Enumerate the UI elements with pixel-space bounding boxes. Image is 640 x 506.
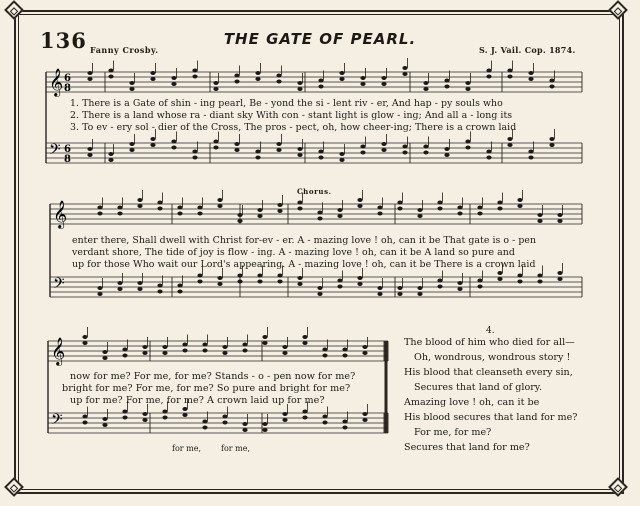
bass-clef-icon: 𝄢 [49,141,61,162]
note-head [397,207,402,211]
note-head [142,345,147,349]
note-head [82,421,87,425]
lyric-line: up for those Who wait our Lord's appearing. A - mazing love ! oh, can it be There is a crown laid [72,259,536,270]
note-head [342,348,347,352]
note-head [437,207,442,211]
note-head [318,79,323,83]
note-head [457,287,462,291]
author-credit: Fanny Crosby. [90,45,159,55]
lyric-line: 1. There is a Gate of shin - ing pearl, Be - yond the si - lent riv - er, And hap - py souls who [70,98,503,109]
note-head [197,280,202,284]
note-head [237,274,242,278]
note-head [262,341,267,345]
note-head [234,148,239,152]
note-head [257,214,262,218]
lyric-line: 3. To ev - ery sol - dier of the Cross, The pros - pect, oh, how cheer-ing; There is a crown laid [70,122,517,133]
note-head [322,415,327,419]
note-head [497,207,502,211]
note-head [82,415,87,419]
note-head [457,206,462,210]
note-head [222,415,227,419]
note-head [486,75,491,79]
lyric-line: verdant shore, The tide of joy is flow - ing. A - mazing love ! oh, can it be A land so pure and [72,247,515,258]
note-head [129,148,134,152]
note-head [549,85,554,89]
note-head [528,77,533,81]
note-head [317,217,322,221]
note-head [217,276,222,280]
note-head [282,418,287,422]
note-head [277,203,282,207]
note-head [437,279,442,283]
composer-credit: S. J. Vail. Cop. 1874. [479,45,576,55]
hymn-title: THE GATE OF PEARL. [223,30,417,48]
lyric-line: up for me? For me, for me? A crown laid up for me? [70,395,325,406]
note-head [297,201,302,205]
note-head [282,351,287,355]
note-head [276,80,281,84]
note-head [177,284,182,288]
treble-clef-icon: 𝄞 [53,200,68,228]
note-head [277,280,282,284]
note-head [192,150,197,154]
bass-lyric: for me, [221,444,251,453]
note-head [360,145,365,149]
note-head [465,140,470,144]
note-head [162,351,167,355]
note-head [217,282,222,286]
note-head [397,201,402,205]
note-head [486,69,491,73]
note-head [282,412,287,416]
note-head [171,140,176,144]
note-head [302,341,307,345]
note-head [162,345,167,349]
note-head [302,416,307,420]
note-head [318,85,323,89]
note-head [417,208,422,212]
note-head [297,207,302,211]
note-head [402,72,407,76]
note-head [339,71,344,75]
note-head [507,75,512,79]
note-head [202,349,207,353]
note-head [517,204,522,208]
note-head [182,343,187,347]
note-head [377,212,382,216]
note-head [222,345,227,349]
note-head [322,421,327,425]
note-head [213,140,218,144]
note-head [137,198,142,202]
note-head [150,143,155,147]
note-head [486,150,491,154]
note-head [242,349,247,353]
note-head [213,87,218,91]
note-head [297,153,302,157]
note-head [276,148,281,152]
note-head [417,214,422,218]
note-head [297,147,302,151]
note-head [362,345,367,349]
note-head [465,146,470,150]
note-head [381,82,386,86]
page-number: 136 [40,28,87,53]
note-head [397,286,402,290]
note-head [108,75,113,79]
note-head [528,71,533,75]
note-head [177,290,182,294]
note-head [337,214,342,218]
stanza-line: His blood secures that land for me? [404,412,578,423]
note-head [537,274,542,278]
note-head [297,87,302,91]
bass-lyric: for me, [172,444,202,453]
note-head [437,285,442,289]
note-head [122,416,127,420]
stanza-line: Secures that land of glory. [414,382,542,393]
note-head [417,292,422,296]
note-head [137,204,142,208]
note-head [402,145,407,149]
note-head [381,142,386,146]
note-head [537,280,542,284]
note-head [108,69,113,73]
note-head [197,212,202,216]
note-head [129,81,134,85]
note-head [302,410,307,414]
note-head [360,82,365,86]
note-head [444,147,449,151]
note-head [257,280,262,284]
note-head [157,290,162,294]
bass-clef-icon: 𝄢 [51,411,63,432]
note-head [262,335,267,339]
note-head [497,271,502,275]
note-head [255,71,260,75]
note-head [437,201,442,205]
note-head [537,213,542,217]
note-head [317,286,322,290]
stanza-line: Amazing love ! oh, can it be [404,397,540,408]
note-head [117,212,122,216]
note-head [117,281,122,285]
note-head [137,287,142,291]
note-head [318,150,323,154]
stanza-line: For me, for me? [414,427,492,438]
note-head [137,281,142,285]
note-head [117,206,122,210]
note-head [362,412,367,416]
note-head [97,286,102,290]
stanza-line: His blood that cleanseth every sin, [404,367,573,378]
note-head [255,77,260,81]
note-head [82,341,87,345]
note-head [381,76,386,80]
note-head [507,69,512,73]
note-head [257,208,262,212]
bass-clef-icon: 𝄢 [53,275,65,296]
note-head [122,354,127,358]
note-head [423,87,428,91]
note-head [277,274,282,278]
note-head [157,207,162,211]
note-head [465,87,470,91]
note-head [444,153,449,157]
note-head [317,292,322,296]
note-head [82,335,87,339]
note-head [557,213,562,217]
note-head [322,354,327,358]
note-head [477,285,482,289]
note-head [255,156,260,160]
note-head [122,410,127,414]
time-signature: 8 [64,154,71,165]
stanza-line: The blood of him who died for all— [404,337,575,348]
note-head [557,219,562,223]
note-head [402,66,407,70]
note-head [197,206,202,210]
note-head [317,211,322,215]
note-head [302,335,307,339]
note-head [417,286,422,290]
note-head [117,287,122,291]
note-head [357,282,362,286]
note-head [297,81,302,85]
note-head [242,422,247,426]
note-head [423,145,428,149]
note-head [237,213,242,217]
note-head [339,152,344,156]
note-head [202,343,207,347]
note-head [339,158,344,162]
note-head [213,81,218,85]
note-head [202,426,207,430]
note-head [549,143,554,147]
note-head [192,75,197,79]
note-head [142,418,147,422]
note-head [517,198,522,202]
note-head [234,142,239,146]
treble-clef-icon: 𝄞 [49,68,64,96]
lyric-line: bright for me? For me, for me? So pure and bright for me? [62,383,351,394]
note-head [150,77,155,81]
note-head [339,77,344,81]
note-head [497,201,502,205]
note-head [477,279,482,283]
note-head [423,81,428,85]
note-head [87,71,92,75]
time-signature: 8 [64,83,71,94]
note-head [444,85,449,89]
note-head [171,76,176,80]
note-head [150,137,155,141]
note-head [528,150,533,154]
note-head [517,274,522,278]
note-head [162,416,167,420]
note-head [102,423,107,427]
chorus-label: Chorus. [297,187,332,196]
note-head [465,81,470,85]
note-head [102,356,107,360]
note-head [360,76,365,80]
note-head [557,277,562,281]
note-head [129,142,134,146]
note-head [360,151,365,155]
note-head [150,71,155,75]
note-head [297,276,302,280]
note-head [377,286,382,290]
note-head [537,219,542,223]
note-head [282,345,287,349]
note-head [222,351,227,355]
note-head [242,343,247,347]
note-head [97,206,102,210]
note-head [277,209,282,213]
note-head [357,204,362,208]
note-head [87,153,92,157]
note-head [102,417,107,421]
note-head [177,206,182,210]
note-head [242,428,247,432]
note-head [108,158,113,162]
stanza-line: Oh, wondrous, wondrous story ! [414,352,571,363]
note-head [262,428,267,432]
note-head [362,351,367,355]
note-head [255,150,260,154]
note-head [362,418,367,422]
note-head [507,143,512,147]
time-signature: 6 [64,73,71,84]
note-head [557,271,562,275]
lyric-line: now for me? For me, for me? Stands - o - pen now for me? [70,371,356,382]
note-head [276,142,281,146]
note-head [549,137,554,141]
note-head [182,413,187,417]
note-head [377,292,382,296]
note-head [517,280,522,284]
note-head [457,281,462,285]
note-head [182,349,187,353]
note-head [497,277,502,281]
note-head [182,407,187,411]
time-signature: 6 [64,144,71,155]
note-head [171,82,176,86]
note-head [142,351,147,355]
lyric-line: 2. There is a land whose ra - diant sky With con - stant light is glow - ing; And all a - long its [70,110,513,121]
note-head [337,285,342,289]
note-head [477,206,482,210]
note-head [87,77,92,81]
note-head [397,292,402,296]
note-head [202,420,207,424]
note-head [222,421,227,425]
note-head [234,74,239,78]
note-head [322,348,327,352]
note-head [342,354,347,358]
lyric-line: enter there, Shall dwell with Christ for-ev - er. A - mazing love ! oh, can it be That gate is o - pen [72,235,537,246]
note-head [342,426,347,430]
note-head [197,274,202,278]
note-head [157,284,162,288]
note-head [357,276,362,280]
note-head [423,151,428,155]
note-head [217,198,222,202]
note-head [234,80,239,84]
note-head [162,410,167,414]
note-head [87,147,92,151]
note-head [217,204,222,208]
note-head [276,74,281,78]
note-head [377,206,382,210]
note-head [262,422,267,426]
note-head [177,212,182,216]
note-head [357,198,362,202]
note-head [486,156,491,160]
note-head [477,212,482,216]
note-head [549,79,554,83]
note-head [444,79,449,83]
note-head [318,156,323,160]
note-head [297,282,302,286]
stanza-number: 4. [486,326,495,336]
note-head [237,280,242,284]
note-head [237,219,242,223]
stanza-line: Secures that land for me? [404,442,530,453]
note-head [257,274,262,278]
note-head [381,148,386,152]
note-head [97,292,102,296]
note-head [528,156,533,160]
note-head [337,208,342,212]
note-head [142,412,147,416]
note-head [402,151,407,155]
note-head [157,201,162,205]
note-head [507,137,512,141]
treble-clef-icon: 𝄞 [51,337,66,365]
note-head [102,350,107,354]
note-head [171,146,176,150]
note-head [337,279,342,283]
note-head [122,348,127,352]
note-head [108,152,113,156]
note-head [192,156,197,160]
note-head [192,69,197,73]
note-head [129,87,134,91]
note-head [342,420,347,424]
note-head [213,146,218,150]
note-head [457,212,462,216]
note-head [97,212,102,216]
